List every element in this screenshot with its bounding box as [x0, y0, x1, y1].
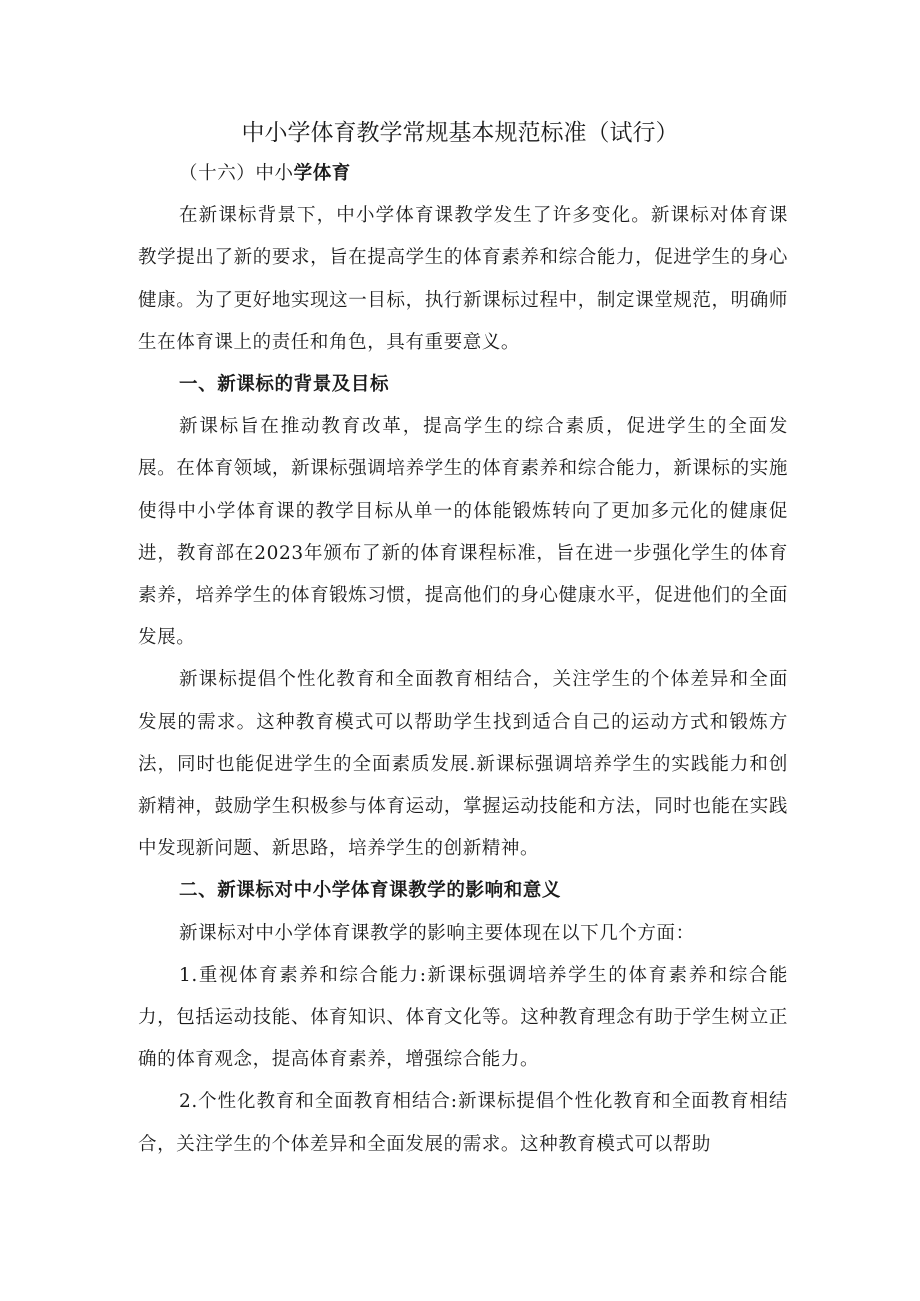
document-body	[138, 153, 788, 1166]
section2-list-item-2: 2.个性化教育和全面教育相结合:新课标提倡个性化教育和全面教育相结合，关注学生的个体差异和全面发展的需求。这种教育模式可以帮助	[138, 1091, 788, 1155]
document-title: 中小学体育教学常规基本规范标准（试行）	[241, 120, 679, 146]
section2-paragraph-1: 新课标对中小学体育课教学的影响主要体现在以下几个方面：	[179, 922, 695, 944]
subheading-prefix: （十六）中小	[179, 163, 294, 184]
section-subheading	[138, 153, 788, 195]
section2-heading: 二、新课标对中小学体育课教学的影响和意义	[179, 880, 562, 902]
section1-heading: 一、新课标的背景及目标	[179, 374, 390, 396]
section2-list-item-1: 1.重视体育素养和综合能力:新课标强调培养学生的体育素养和综合能力，包括运动技能、体育知识、体育文化等。这种教育理念有助于学生树立正确的体育观念，提高体育素养，增强综合能力。	[138, 964, 788, 1071]
section1-paragraph-1: 新课标旨在推动教育改革，提高学生的综合素质，促进学生的全面发展。在体育领域，新课标强调培养学生的体育素养和综合能力，新课标的实施使得中小学体育课的教学目标从单一的体能锻炼转向了更加多元化的健康促进，教育部在2023年颁布了新的体育课程标准，旨在进一步强化学生的体育素养，培养学生的体育锻炼习惯，提高他们的身心健康水平，促进他们的全面发展。	[138, 416, 788, 649]
intro-paragraph: 在新课标背景下，中小学体育课教学发生了许多变化。新课标对体育课教学提出了新的要求，旨在提高学生的体育素养和综合能力，促进学生的身心健康。为了更好地实现这一目标，执行新课标过程中，制定课堂规范，明确师生在体育课上的责任和角色，具有重要意义。	[138, 205, 788, 353]
subheading-strong: 学体育	[293, 163, 351, 184]
section1-paragraph-2: 新课标提倡个性化教育和全面教育相结合，关注学生的个体差异和全面发展的需求。这种教育模式可以帮助学生找到适合自己的运动方式和锻炼方法，同时也能促进学生的全面素质发展.新课标强调培养学生的实践能力和创新精神，鼓励学生积极参与体育运动，掌握运动技能和方法，同时也能在实践中发现新问题、新思路，培养学生的创新精神。	[138, 669, 788, 860]
